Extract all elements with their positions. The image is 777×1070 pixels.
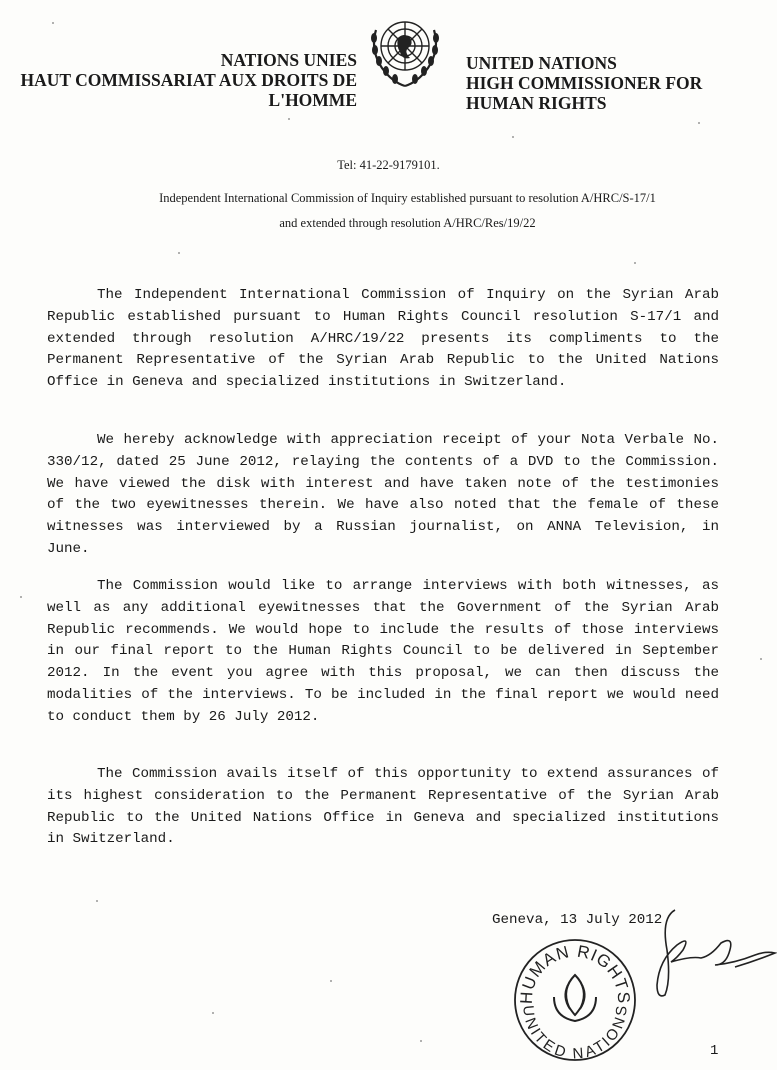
- svg-text:UNITED NATIONS: [519, 1005, 630, 1063]
- letterhead-english-line3: HUMAN RIGHTS: [466, 93, 607, 113]
- seal-bottom-text: UNITED NATIONS: [519, 1004, 631, 1063]
- scan-speck: [52, 22, 54, 24]
- letterhead-french-line1: NATIONS UNIES: [220, 50, 357, 70]
- telephone-number: Tel: 41-22-9179101.: [337, 158, 440, 172]
- place-and-date: Geneva, 13 July 2012: [492, 912, 663, 928]
- scan-speck: [178, 252, 180, 254]
- scan-speck: [512, 136, 514, 138]
- paragraph-interview-request: The Commission would like to arrange interviews with both witnesses, as well as any additional eyewitnesses that the Government of the Syrian Arab Republic recommends. We would hope to include the results of those interviews in our final report to the Human Rights Council to be delivered in September 2012. In the event you agree with this proposal, we can then discuss the modalities of the interviews. To be included in the final report we would need to conduct them by 26 July 2012.: [47, 578, 719, 725]
- paragraph-acknowledgement: We hereby acknowledge with appreciation receipt of your Nota Verbale No. 330/12, dated 25 June 2012, relaying the contents of a DVD to the Commission. We have viewed the disk with interest and have taken note of the testimonies of the two eyewitnesses therein. We have also noted that the female of these witnesses was interviewed by a Russian journalist, on ANNA Television, in June.: [47, 432, 719, 557]
- scan-speck: [698, 122, 700, 124]
- commission-subheading-line2: and extended through resolution A/HRC/Res/19/22: [279, 216, 536, 230]
- scan-speck: [212, 1012, 214, 1014]
- scan-speck: [96, 900, 98, 902]
- letterhead-french: [21, 50, 357, 110]
- letterhead-english-line1: UNITED NATIONS: [466, 53, 617, 73]
- paragraph-introduction: The Independent International Commission of Inquiry on the Syrian Arab Republic established pursuant to Human Rights Council resolution S-17/1 and extended through resolution A/HRC/19/22 presents its compliments to the Permanent Representative of the Syrian Arab Republic to the United Nations Office in Geneva and specialized institutions in Switzerland.: [47, 287, 719, 391]
- scan-speck: [634, 262, 636, 264]
- letterhead-french-line3: L'HOMME: [268, 90, 357, 110]
- human-rights-seal-icon: [512, 937, 638, 1063]
- commission-subheading-line1: Independent International Commission of Inquiry established pursuant to resolution A/HRC/S-17/1: [159, 191, 656, 205]
- signature: [650, 905, 777, 1000]
- seal-top-text: HUMAN RIGHTS: [516, 941, 634, 1005]
- un-emblem-icon: [362, 6, 448, 92]
- paragraph-closing-courtesy: The Commission avails itself of this opportunity to extend assurances of its highest consideration to the Permanent Representative of the Syrian Arab Republic to the United Nations Office in Geneva and specialized institutions in Switzerland.: [47, 766, 719, 848]
- scan-speck: [288, 118, 290, 120]
- letterhead-english-line2: HIGH COMMISSIONER FOR: [466, 73, 703, 93]
- scan-speck: [20, 596, 22, 598]
- scan-speck: [330, 980, 332, 982]
- svg-text:HUMAN RIGHTS: [517, 942, 633, 1005]
- scan-speck: [420, 1040, 422, 1042]
- page-number: 1: [710, 1043, 719, 1059]
- scan-speck: [760, 658, 762, 660]
- letterhead-english: [466, 53, 702, 113]
- letterhead-french-line2: HAUT COMMISSARIAT AUX DROITS DE: [20, 70, 357, 90]
